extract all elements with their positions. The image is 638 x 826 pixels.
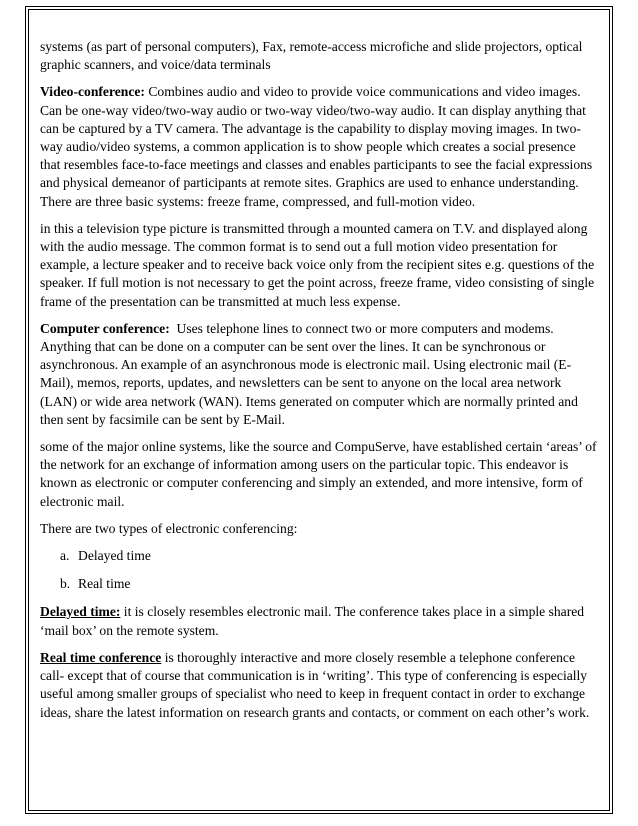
paragraph-video-conference xyxy=(40,83,598,210)
video-conference-text: Combines audio and video to provide voice communications and video images. Can be one-way video/two-way audio or two-way video/two-way audio. It can display anything that can be captured by a TV camera. The advantage is the capability to display moving images. In two-way audio/video systems, a common application is to show people which creates a social presence that resembles face-to-face meetings and classes and enables participants to see the facial expressions and physical demeanor of participants at remote sites. Graphics are used to enhance understanding. There are three basic systems: freeze frame, compressed, and full-motion video. xyxy=(40,84,593,209)
list-item xyxy=(40,547,598,565)
paragraph-types: There are two types of electronic conferencing: xyxy=(40,520,298,536)
conferencing-types-list xyxy=(40,547,598,593)
paragraph-intro: systems (as part of personal computers), Fax, remote-access microfiche and slide projectors, optical graphic scanners, and voice/data terminals xyxy=(40,39,583,73)
list-marker: b. xyxy=(60,576,71,592)
paragraph-real-time xyxy=(40,649,598,722)
term-computer-conference: Computer conference: xyxy=(40,320,170,336)
paragraph-delayed-time xyxy=(40,603,598,639)
list-marker: a. xyxy=(60,548,70,564)
paragraph-tv: in this a television type picture is transmitted through a mounted camera on T.V. and displayed along with the audio message. The common format is to send out a full motion video presentation for example, a lecture speaker and to receive back voice only from the recipient sites e.g. questions of the speaker. If full motion is not necessary to get the point across, freeze frame, video consisting of single frame of the presentation can be transmitted at much less expense. xyxy=(40,220,595,309)
paragraph-computer-conference xyxy=(40,320,598,429)
delayed-time-text: it is closely resembles electronic mail. The conference takes place in a simple shared ‘mail box’ on the remote system. xyxy=(40,604,585,638)
document-body xyxy=(40,38,598,731)
computer-conference-text: Uses telephone lines to connect two or more computers and modems. Anything that can be done on a computer can be sent over the lines. It can be synchronous or asynchronous. An example of an asynchronous mode is electronic mail. Using electronic mail (E-Mail), memos, reports, updates, and newsletters can be sent to anyone on the local area network (LAN) or wide area network (WAN). Items generated on computer which are normally printed and then sent by facsimile can be sent by E-Mail. xyxy=(40,320,582,427)
term-delayed-time: Delayed time: xyxy=(40,604,121,620)
list-item-text: Delayed time xyxy=(78,548,151,564)
real-time-text: is thoroughly interactive and more closely resemble a telephone conference call- except that of course that communication is in ‘writing’. This type of conferencing is especially useful among smaller groups of specialist who need to keep in frequent contact in order to exchange ideas, share the latest information on research grants and contacts, or comment on each other’s work. xyxy=(40,649,590,720)
list-item-text: Real time xyxy=(78,576,131,592)
list-item xyxy=(40,575,598,593)
paragraph-online-systems: some of the major online systems, like the source and CompuServe, have established certain ‘areas’ of the network for an exchange of information among users on the particular topic. This endeavor is known as electronic or computer conferencing and simply an extended, and more intensive, form of electronic mail. xyxy=(40,439,597,509)
term-real-time-conference: Real time conference xyxy=(40,649,162,665)
term-video-conference: Video-conference: xyxy=(40,84,145,100)
